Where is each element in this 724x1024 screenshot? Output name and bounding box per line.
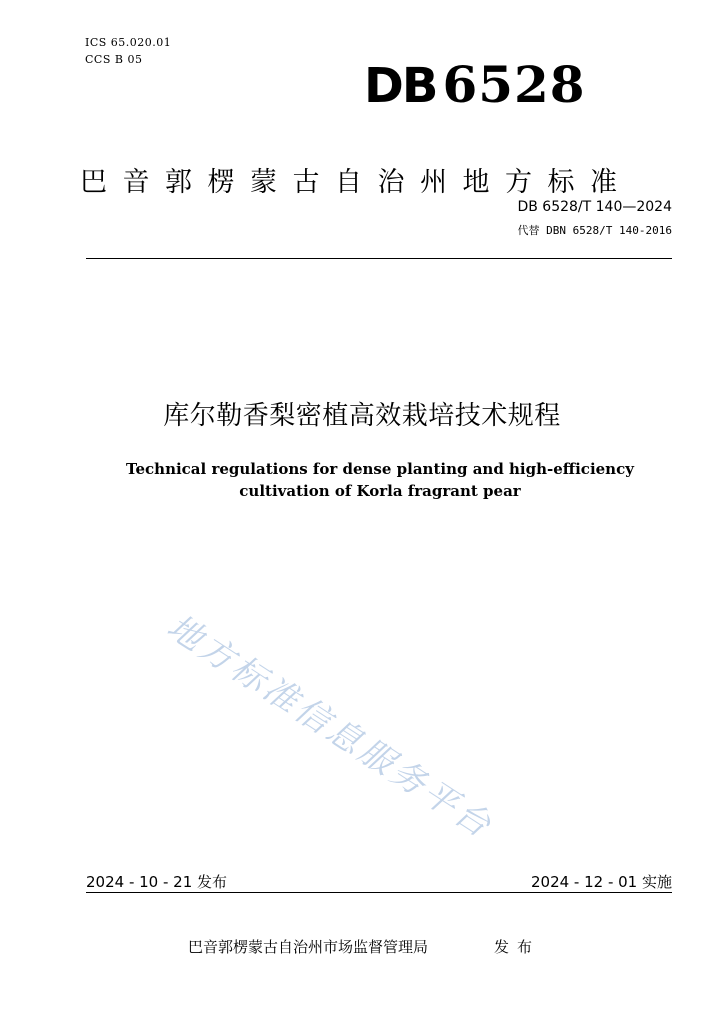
issuing-authority: 巴音郭楞蒙古自治州市场监督管理局 xyxy=(188,938,429,956)
ics-code: ICS 65.020.01 xyxy=(85,36,172,49)
bottom-divider xyxy=(86,892,672,893)
standard-number: DB 6528/T 140—2024 xyxy=(517,199,672,215)
issue-label: 发布 xyxy=(494,938,541,956)
watermark: 地方标准信息服务平台 xyxy=(159,606,501,848)
document-title-en: Technical regulations for dense planting and high-efficiency cultivation of Korla fragrant pear xyxy=(126,460,634,500)
db-logo xyxy=(364,55,586,114)
replaces-standard: 代替 DBN 6528/T 140-2016 xyxy=(517,224,672,237)
issue-date: 2024 - 10 - 21 发布 xyxy=(86,873,228,891)
document-title-cn: 库尔勒香梨密植高效栽培技术规程 xyxy=(163,401,561,431)
db-logo-prefix: DB xyxy=(364,58,437,114)
top-divider xyxy=(86,258,672,259)
ccs-code: CCS B 05 xyxy=(85,53,143,66)
standard-type-heading: 巴音郭楞蒙古自治州地方标准 xyxy=(80,167,633,198)
implementation-date: 2024 - 12 - 01 实施 xyxy=(530,873,672,891)
db-logo-number: 6528 xyxy=(442,55,586,114)
